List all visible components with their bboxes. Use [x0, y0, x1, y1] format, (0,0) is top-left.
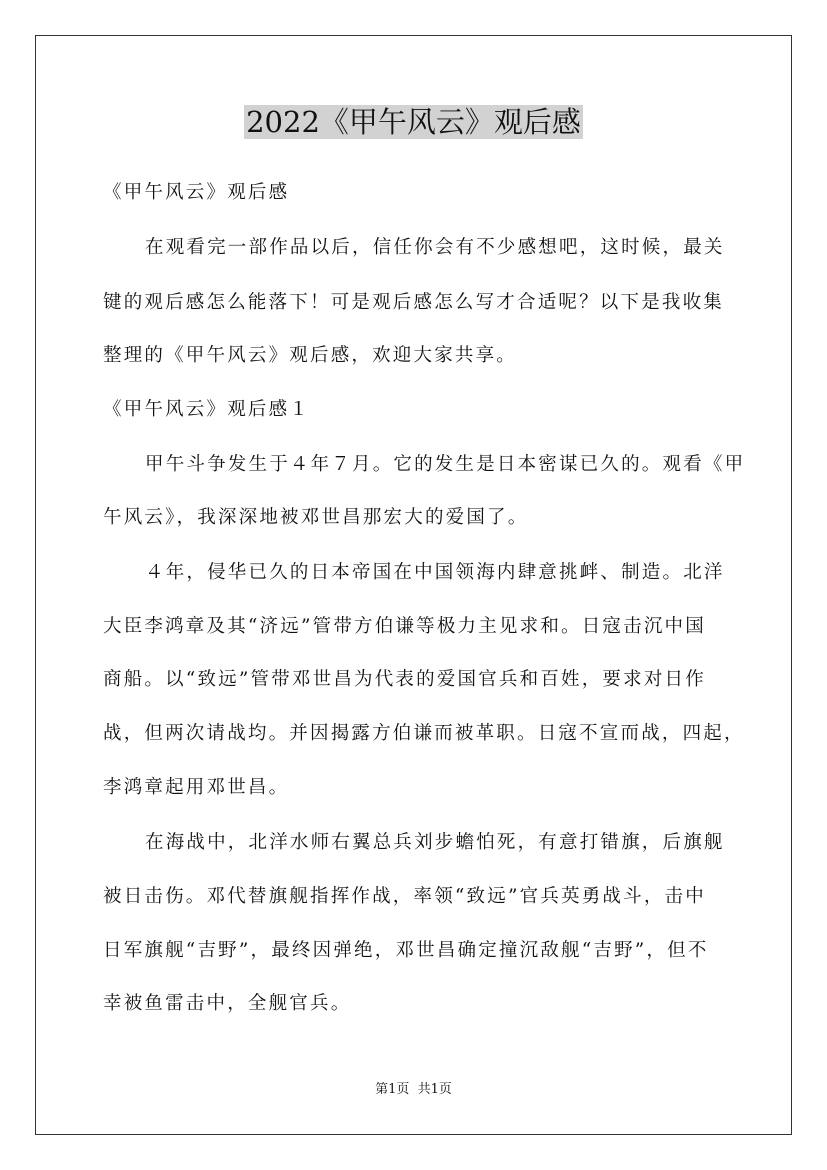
- paragraph-line: 午风云》，我深深地被邓世昌那宏大的爱国了。: [103, 507, 529, 528]
- paragraph-line: 幸被鱼雷击中，全舰官兵。: [103, 993, 352, 1014]
- paragraph-line: 商船。以“致远”管带邓世昌为代表的爱国官兵和百姓，要求对日作: [103, 669, 706, 690]
- document-title-text: 2022《甲午风云》观后感: [246, 105, 581, 139]
- paragraph-line: 被日击伤。邓代替旗舰指挥作战，率领“致远”官兵英勇战斗，击中: [103, 886, 706, 907]
- paragraph-line: 李鸿章起用邓世昌。: [103, 777, 290, 798]
- paragraph-line: 在海战中，北洋水师右翼总兵刘步蟾怕死，有意打错旗，后旗舰: [145, 832, 725, 853]
- paragraph-line: 键的观后感怎么能落下！可是观后感怎么写才合适呢？以下是我收集: [103, 292, 725, 313]
- subtitle-line: 《甲午风云》观后感: [103, 182, 290, 203]
- paragraph-line: 大臣李鸿章及其“济远”管带方伯谦等极力主见求和。日寇击沉中国: [103, 616, 706, 637]
- section-heading: 《甲午风云》观后感１: [103, 399, 311, 420]
- page-footer: 第1页 共1页: [375, 1082, 452, 1097]
- paragraph-line: 在观看完一部作品以后，信任你会有不少感想吧，这时候，最关: [145, 237, 725, 258]
- paragraph-line: 战，但两次请战均。并因揭露方伯谦而被革职。日寇不宣而战，四起，: [103, 723, 745, 744]
- document-title: [0, 100, 827, 144]
- paragraph-line: 整理的《甲午风云》观后感，欢迎大家共享。: [103, 345, 518, 366]
- paragraph-line: 日军旗舰“吉野”，最终因弹绝，邓世昌确定撞沉敌舰“吉野”，但不: [103, 940, 709, 961]
- paragraph-line: ４年，侵华已久的日本帝国在中国领海内肆意挑衅、制造。北洋: [145, 562, 725, 583]
- paragraph-line: 甲午斗争发生于４年７月。它的发生是日本密谋已久的。观看《甲: [145, 454, 746, 475]
